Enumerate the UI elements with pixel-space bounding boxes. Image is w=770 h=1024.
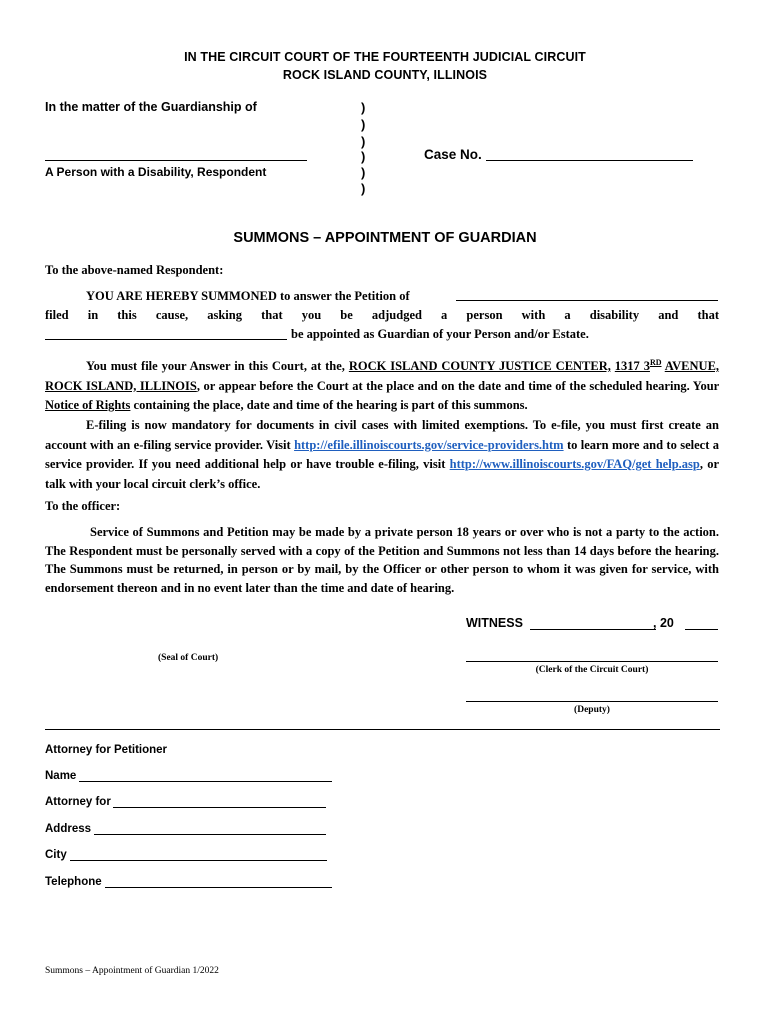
address-field[interactable] <box>94 834 326 835</box>
telephone-field[interactable] <box>105 887 332 888</box>
matter-label: In the matter of the Guardianship of <box>45 100 257 114</box>
court-heading: IN THE CIRCUIT COURT OF THE FOURTEENTH JUDICIAL CIRCUIT <box>184 50 586 64</box>
address-label: Address <box>45 823 92 835</box>
name-field[interactable] <box>79 781 332 782</box>
attorney-for-label: Attorney for <box>45 796 111 808</box>
seal-of-court: (Seal of Court) <box>158 653 219 663</box>
case-no-label: Case No. <box>424 147 482 162</box>
witness-date-field[interactable] <box>530 629 656 630</box>
witness-year-prefix: , 20 <box>653 616 674 630</box>
guardian-name-field[interactable] <box>45 339 287 340</box>
caption-paren: ) <box>361 134 366 149</box>
efiling-paragraph: E-filing is now mandatory for documents in civil cases with limited exemptions. To e-file, you must first create an account with an e-filing service provider. Visit http://efile.illinoiscourts.gov/service-providers.htm to learn more and to select a service provider. If you need additional help or have trouble e-filing, visit http://www.illinoiscourts.gov/FAQ/get help.asp, or talk with your local circuit clerk’s office. <box>45 418 720 491</box>
witness-year-field[interactable] <box>685 629 718 630</box>
service-paragraph: Service of Summons and Petition may be made by a private person 18 years or over who is not a party to the action. The Respondent must be personally served with a copy of the Petition and Summons not less than 14 days before the hearing. The Summons must be returned, in person or by mail, by the Officer or other person to whom it was given for service, with endorsement thereon and in no event later than the time and date of hearing. <box>45 525 719 595</box>
faq-help-link[interactable]: http://www.illinoiscourts.gov/FAQ/get help.asp <box>449 457 700 471</box>
section-divider <box>45 729 720 730</box>
attorney-for-field[interactable] <box>113 807 326 808</box>
caption-paren: ) <box>361 181 366 196</box>
county-heading: ROCK ISLAND COUNTY, ILLINOIS <box>282 68 488 82</box>
city-field[interactable] <box>70 860 327 861</box>
summons-text-c: be appointed as Guardian of your Person and/or Estate. <box>291 327 589 341</box>
case-no-field[interactable] <box>486 160 693 161</box>
city-label: City <box>45 849 67 861</box>
respondent-name-field[interactable] <box>45 160 307 161</box>
clerk-signature-line[interactable] <box>466 661 718 662</box>
summons-text-a: YOU ARE HEREBY SUMMONED to answer the Petition of <box>86 289 410 303</box>
deputy-label: (Deputy) <box>574 705 610 715</box>
efile-providers-link[interactable]: http://efile.illinoiscourts.gov/service-providers.htm <box>294 437 564 452</box>
witness-label: WITNESS <box>466 616 523 630</box>
to-officer: To the officer: <box>45 499 121 513</box>
petitioner-field[interactable] <box>456 300 718 301</box>
deputy-signature-line[interactable] <box>466 701 718 702</box>
document-title: SUMMONS – APPOINTMENT OF GUARDIAN <box>233 230 537 246</box>
telephone-label: Telephone <box>45 876 102 888</box>
answer-paragraph: You must file your Answer in this Court, at the, ROCK ISLAND COUNTY JUSTICE CENTER, 1317 3RD AVENUE, ROCK ISLAND, ILLINOIS, or appear before the Court at the place and on the date and time of the scheduled hearing. Your Notice of Rights containing the place, date and time of the hearing is part of this summons. <box>45 358 720 413</box>
notice-of-rights: Notice of Rights <box>45 398 131 413</box>
summons-text-b: filed in this cause, asking that you be adjudged a person with a disability and that <box>45 308 719 322</box>
caption-paren: ) <box>361 117 366 132</box>
venue-address: AVENUE, ROCK ISLAND, ILLINOIS <box>45 359 720 393</box>
clerk-label: (Clerk of the Circuit Court) <box>535 665 649 675</box>
attorney-heading: Attorney for Petitioner <box>45 744 168 756</box>
caption-paren: ) <box>361 165 366 180</box>
caption-paren: ) <box>361 100 366 115</box>
to-respondent: To the above-named Respondent: <box>45 263 224 277</box>
venue-name: ROCK ISLAND COUNTY JUSTICE CENTER, <box>348 359 611 374</box>
name-label: Name <box>45 770 77 782</box>
respondent-label: A Person with a Disability, Respondent <box>45 165 267 179</box>
caption-paren: ) <box>361 149 366 164</box>
footer-form-id: Summons – Appointment of Guardian 1/2022 <box>45 966 219 976</box>
